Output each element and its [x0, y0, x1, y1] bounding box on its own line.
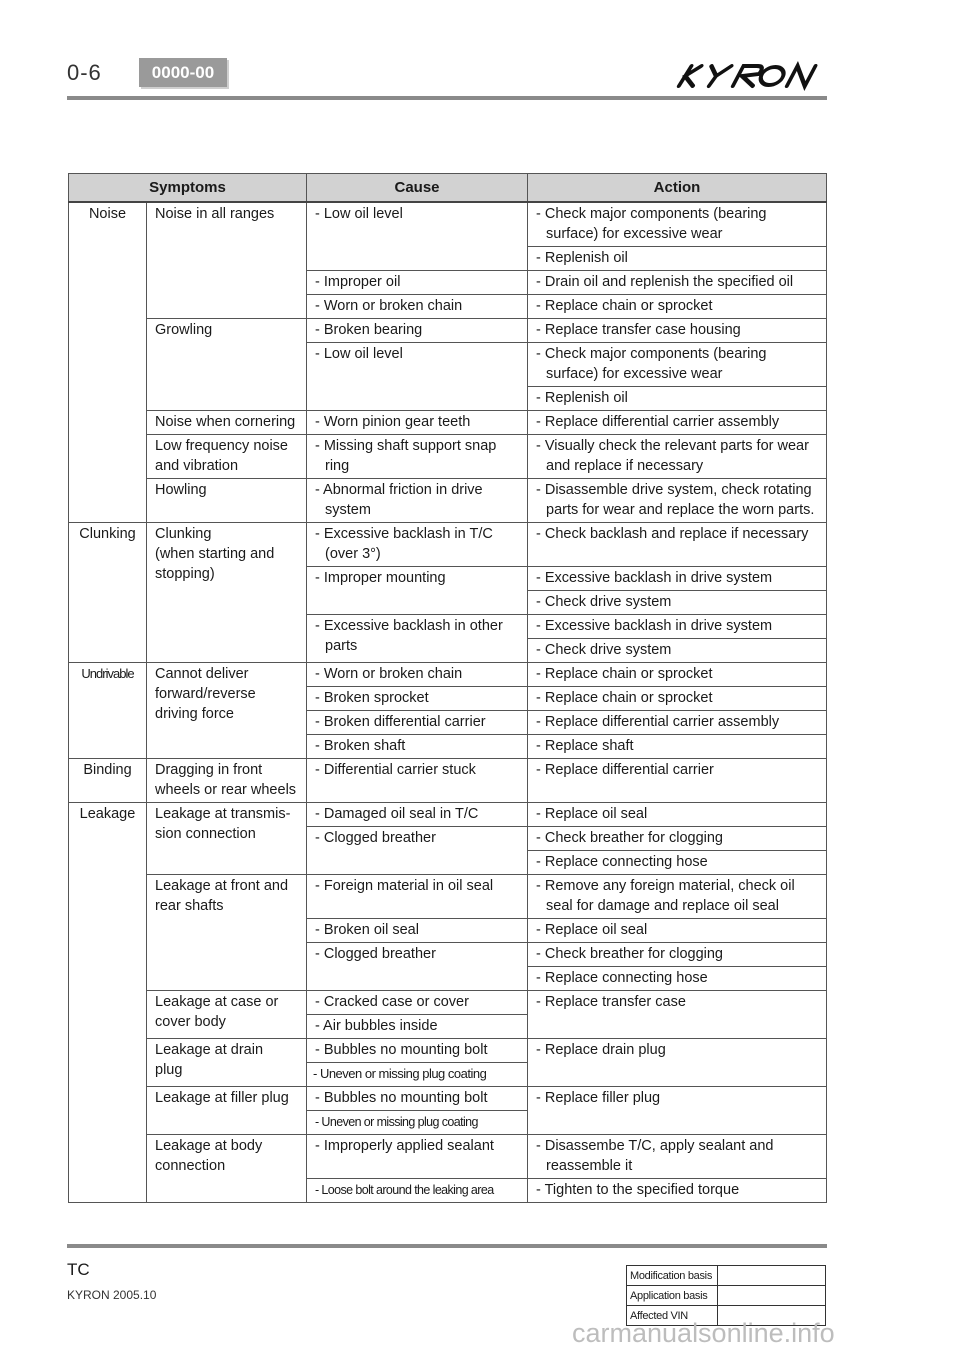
cause-cell: - Excessive backlash in other parts: [307, 615, 528, 663]
table-row: [69, 991, 827, 1015]
action-cell: - Visually check the relevant parts for wear and replace if necessary: [528, 435, 827, 479]
symptom-detail: Noise when cornering: [147, 411, 307, 435]
col-header-action: Action: [528, 174, 827, 203]
section-code-badge: 0000-00: [139, 58, 227, 87]
cause-cell: - Air bubbles inside: [307, 1015, 528, 1039]
action-cell: - Replace shaft: [528, 735, 827, 759]
action-cell: - Replace transfer case: [528, 991, 827, 1039]
cause-cell: - Excessive backlash in T/C (over 3°): [307, 523, 528, 567]
action-cell: - Check major components (bearing surface) for excessive wear: [528, 202, 827, 247]
cause-cell: - Worn or broken chain: [307, 295, 528, 319]
action-cell: - Check backlash and replace if necessary: [528, 523, 827, 567]
page-number: 0-6: [67, 60, 102, 85]
action-cell: - Replace filler plug: [528, 1087, 827, 1135]
action-cell: - Replace differential carrier assembly: [528, 411, 827, 435]
table-row: [627, 1266, 826, 1286]
cause-cell: - Improper mounting: [307, 567, 528, 615]
table-row: [69, 523, 827, 567]
action-cell: - Excessive backlash in drive system: [528, 615, 827, 639]
symptom-detail: Leakage at case or cover body: [147, 991, 307, 1039]
application-basis-value: [718, 1286, 826, 1306]
document-version: KYRON 2005.10: [67, 1288, 157, 1302]
action-cell: - Replace chain or sprocket: [528, 295, 827, 319]
cause-cell: - Improper oil: [307, 271, 528, 295]
affected-vin-label: Affected VIN: [627, 1306, 718, 1326]
header-rule: [67, 96, 827, 100]
action-cell: - Excessive backlash in drive system: [528, 567, 827, 591]
symptom-detail: Dragging in front wheels or rear wheels: [147, 759, 307, 803]
cause-cell: - Differential carrier stuck: [307, 759, 528, 803]
troubleshooting-table: [68, 173, 827, 1203]
action-cell: - Disassembe T/C, apply sealant and reassemble it: [528, 1135, 827, 1179]
col-header-symptoms: Symptoms: [69, 174, 307, 203]
symptom-detail: Leakage at transmis- sion connection: [147, 803, 307, 875]
cause-cell: - Improperly applied sealant: [307, 1135, 528, 1179]
cause-cell: - Broken sprocket: [307, 687, 528, 711]
col-header-cause: Cause: [307, 174, 528, 203]
modification-basis-label: Modification basis: [627, 1266, 718, 1286]
action-cell: - Replace chain or sprocket: [528, 687, 827, 711]
cause-cell: - Cracked case or cover: [307, 991, 528, 1015]
kyron-logo: [676, 58, 826, 92]
cause-cell: - Foreign material in oil seal: [307, 875, 528, 919]
cause-cell: - Broken oil seal: [307, 919, 528, 943]
action-cell: - Replace oil seal: [528, 803, 827, 827]
modification-table: [626, 1265, 826, 1326]
symptom-category: Binding: [69, 759, 147, 803]
table-row: [69, 202, 827, 247]
section-label: TC: [67, 1260, 90, 1279]
table-row: [69, 1039, 827, 1063]
action-cell: - Replace transfer case housing: [528, 319, 827, 343]
action-cell: - Check breather for clogging: [528, 827, 827, 851]
action-cell: - Drain oil and replenish the specified oil: [528, 271, 827, 295]
action-cell: - Check drive system: [528, 639, 827, 663]
action-cell: - Replace chain or sprocket: [528, 663, 827, 687]
action-cell: - Tighten to the specified torque: [528, 1179, 827, 1203]
cause-cell: - Bubbles no mounting bolt: [307, 1087, 528, 1111]
table-row: [69, 319, 827, 343]
action-cell: - Replace connecting hose: [528, 967, 827, 991]
table-row: [69, 435, 827, 479]
cause-cell: - Broken differential carrier: [307, 711, 528, 735]
action-cell: - Replace connecting hose: [528, 851, 827, 875]
symptom-category: Noise: [69, 202, 147, 523]
cause-cell: - Broken shaft: [307, 735, 528, 759]
cause-cell: - Damaged oil seal in T/C: [307, 803, 528, 827]
symptom-detail: Cannot deliver forward/reverse driving force: [147, 663, 307, 759]
action-cell: - Replace oil seal: [528, 919, 827, 943]
footer-rule: [67, 1244, 827, 1248]
cause-cell: - Missing shaft support snap ring: [307, 435, 528, 479]
cause-cell: - Uneven or missing plug coating: [307, 1111, 528, 1135]
cause-cell: - Broken bearing: [307, 319, 528, 343]
table-row: [69, 875, 827, 919]
table-row: [69, 1135, 827, 1179]
symptom-detail: Growling: [147, 319, 307, 411]
symptom-detail: Low frequency noise and vibration: [147, 435, 307, 479]
table-row: [627, 1286, 826, 1306]
action-cell: - Replace drain plug: [528, 1039, 827, 1087]
cause-cell: - Uneven or missing plug coating: [307, 1063, 528, 1087]
symptom-category: Leakage: [69, 803, 147, 1203]
symptom-category: Clunking: [69, 523, 147, 663]
action-cell: - Disassemble drive system, check rotating parts for wear and replace the worn parts.: [528, 479, 827, 523]
cause-cell: - Clogged breather: [307, 943, 528, 991]
table-row: [69, 803, 827, 827]
symptom-detail: Howling: [147, 479, 307, 523]
cause-cell: - Loose bolt around the leaking area: [307, 1179, 528, 1203]
symptom-category: Undrivable: [69, 663, 147, 759]
cause-cell: - Low oil level: [307, 343, 528, 411]
action-cell: - Check breather for clogging: [528, 943, 827, 967]
action-cell: - Check major components (bearing surface) for excessive wear: [528, 343, 827, 387]
table-row: [69, 479, 827, 523]
symptom-detail: Leakage at drain plug: [147, 1039, 307, 1087]
action-cell: - Replace differential carrier: [528, 759, 827, 803]
cause-cell: - Low oil level: [307, 202, 528, 271]
action-cell: - Replenish oil: [528, 247, 827, 271]
cause-cell: - Worn or broken chain: [307, 663, 528, 687]
symptom-detail: Noise in all ranges: [147, 202, 307, 319]
cause-cell: - Worn pinion gear teeth: [307, 411, 528, 435]
cause-cell: - Abnormal friction in drive system: [307, 479, 528, 523]
action-cell: - Check drive system: [528, 591, 827, 615]
symptom-detail: Leakage at body connection: [147, 1135, 307, 1203]
symptom-detail: Clunking (when starting and stopping): [147, 523, 307, 663]
table-row: [69, 411, 827, 435]
action-cell: - Remove any foreign material, check oil seal for damage and replace oil seal: [528, 875, 827, 919]
table-row: [69, 759, 827, 803]
table-row: [69, 1087, 827, 1111]
action-cell: - Replace differential carrier assembly: [528, 711, 827, 735]
watermark: carmanualsonline.info: [572, 1318, 835, 1348]
cause-cell: - Bubbles no mounting bolt: [307, 1039, 528, 1063]
symptom-detail: Leakage at front and rear shafts: [147, 875, 307, 991]
cause-cell: - Clogged breather: [307, 827, 528, 875]
application-basis-label: Application basis: [627, 1286, 718, 1306]
table-header-row: [69, 174, 827, 203]
modification-basis-value: [718, 1266, 826, 1286]
symptom-detail: Leakage at filler plug: [147, 1087, 307, 1135]
action-cell: - Replenish oil: [528, 387, 827, 411]
table-row: [69, 663, 827, 687]
